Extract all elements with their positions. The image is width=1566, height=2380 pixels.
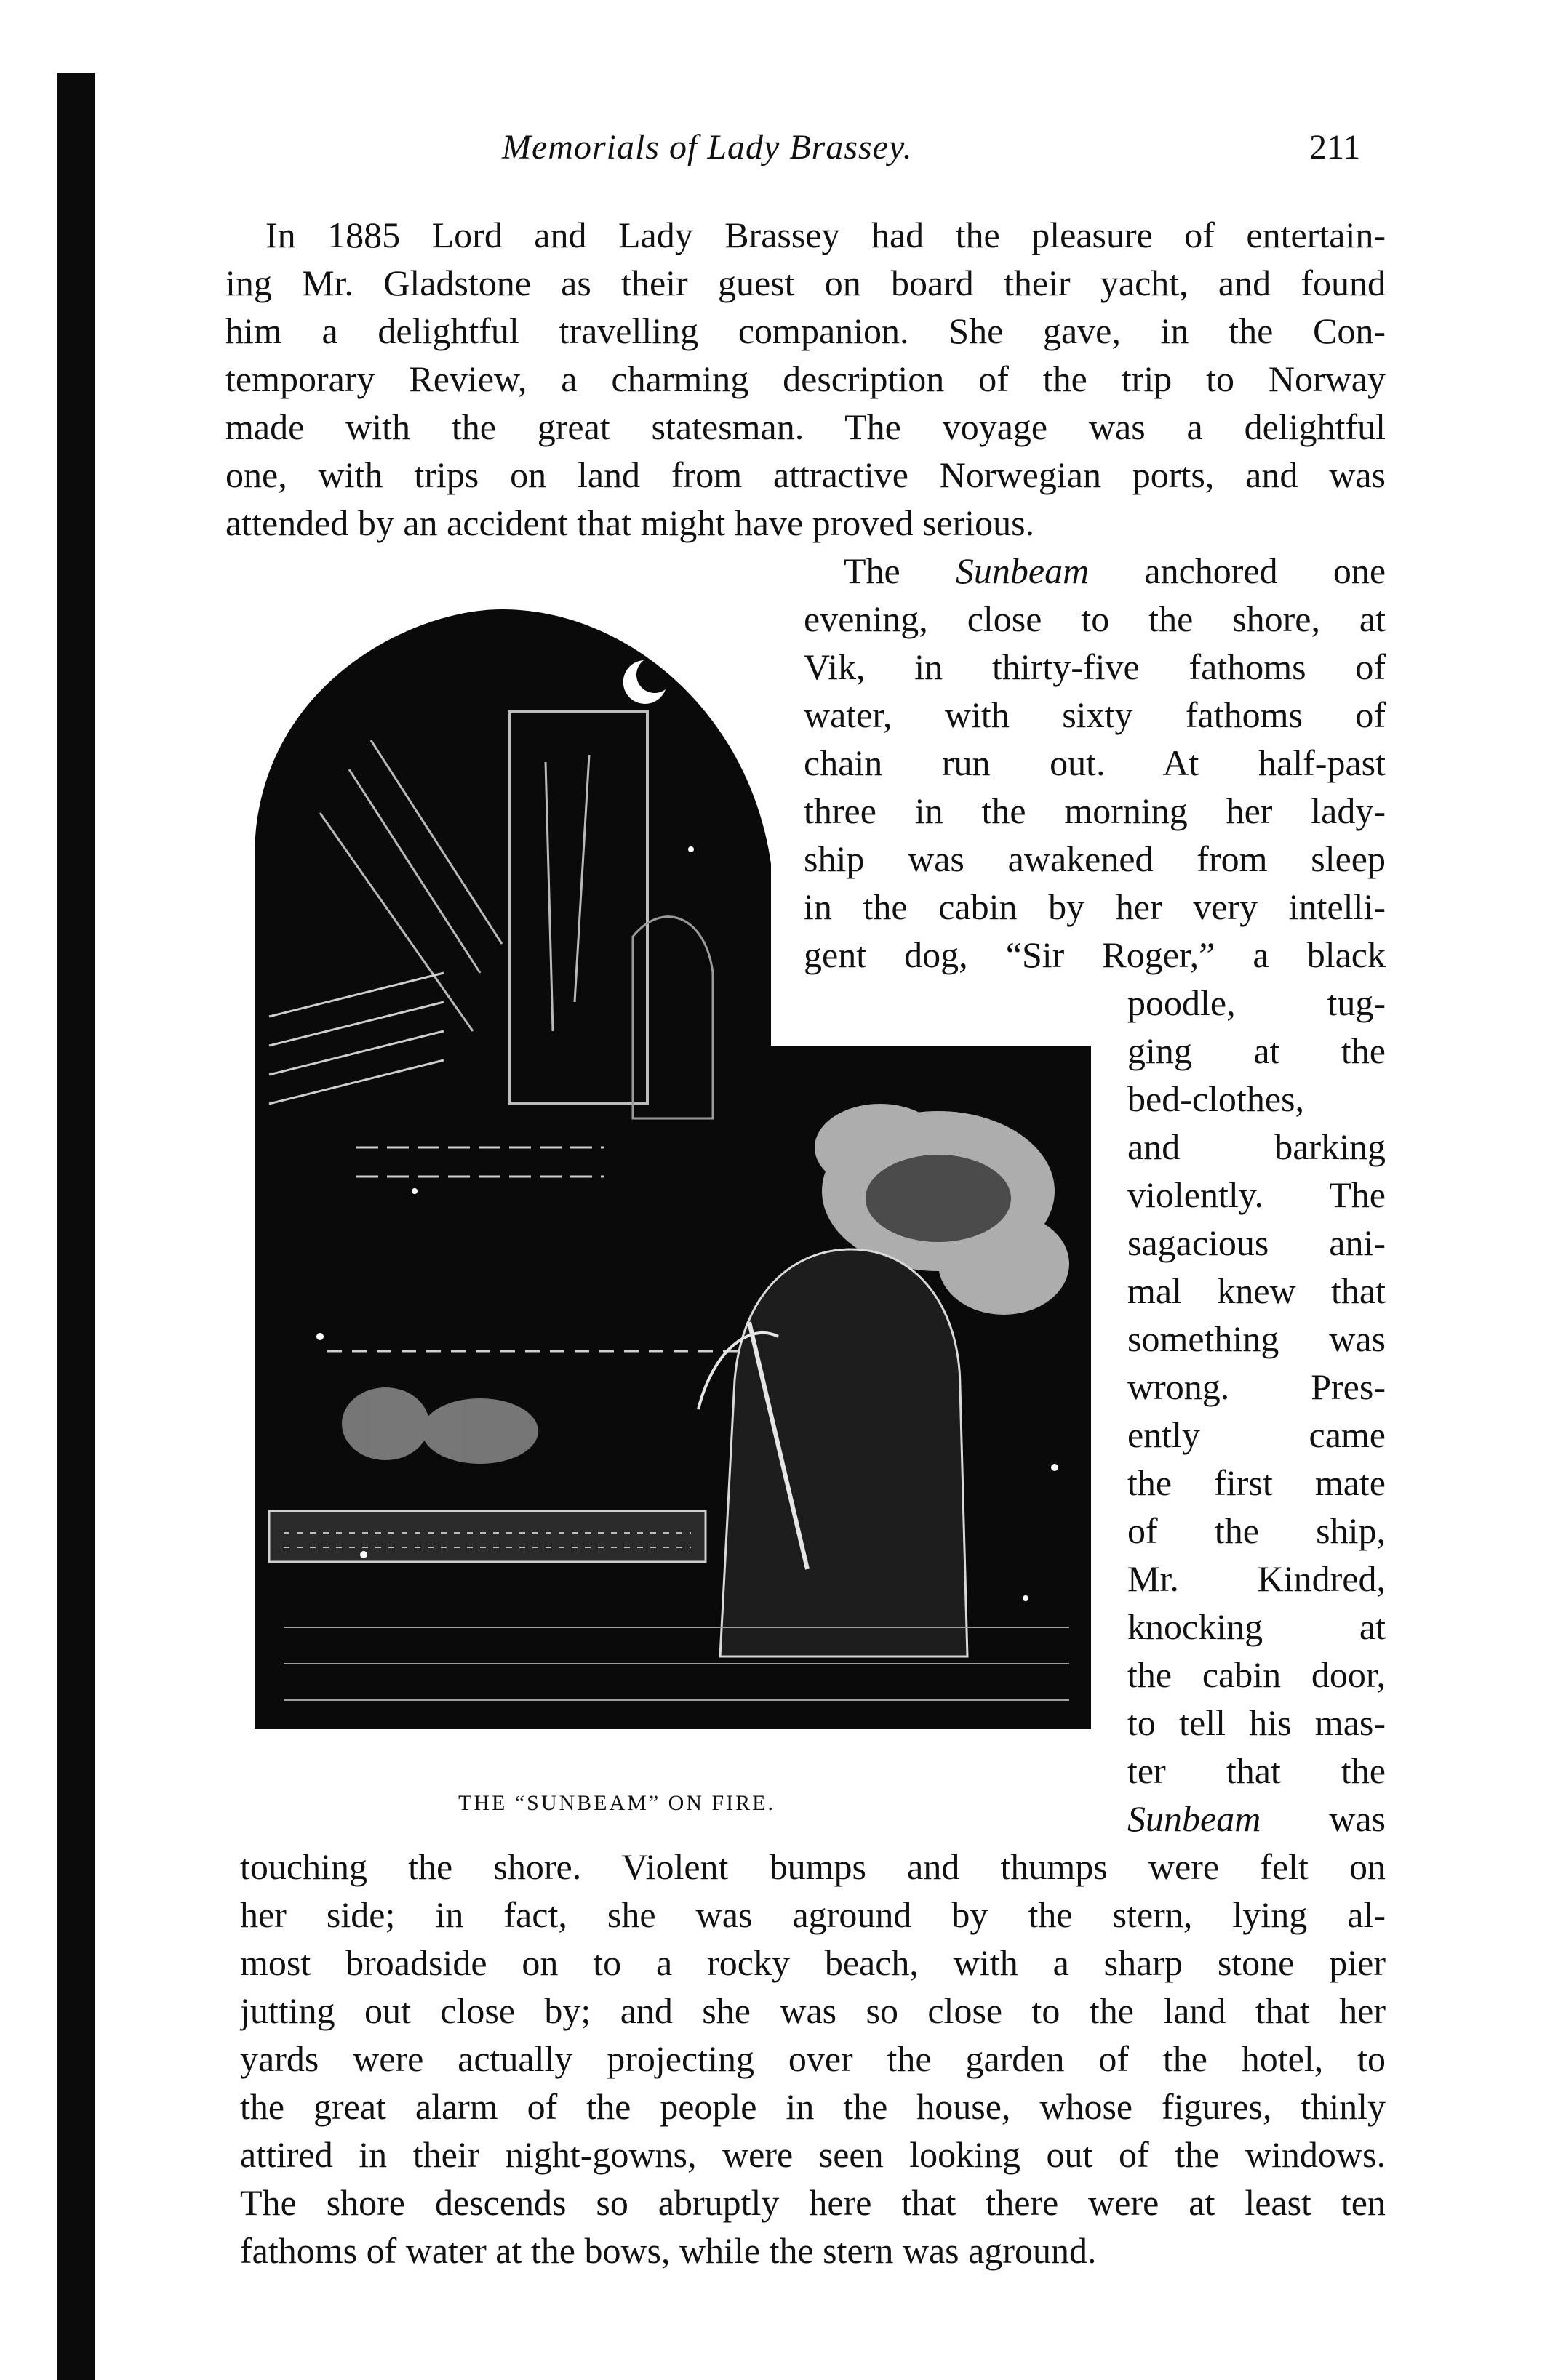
page-number: 211 [1309,128,1361,167]
text-line: three in the morning her lady- [804,790,1386,831]
text-line: to tell his mas- [1127,1702,1386,1743]
text-line: her side; in fact, she was aground by the stern, lying al- [240,1894,1386,1935]
text-line: evening, close to the shore, at [804,598,1386,639]
text-line: attired in their night-gowns, were seen looking out of the windows. [240,2134,1386,2175]
text-line: in the cabin by her very intelli- [804,886,1386,927]
text-line: In 1885 Lord and Lady Brassey had the pleasure of entertain- [265,215,1386,255]
text-line: temporary Review, a charming description of the trip to Norway [225,358,1386,399]
text-line: something was [1127,1318,1386,1359]
text-line: the cabin door, [1127,1654,1386,1695]
text-line: Mr. Kindred, [1127,1558,1386,1599]
text-line: chain run out. At half-past [804,742,1386,783]
text-line: ging at the [1127,1030,1386,1071]
text-line: Sunbeam was [1127,1798,1386,1839]
text-line: ship was awakened from sleep [804,838,1386,879]
text-line: gent dog, “Sir Roger,” a black [804,934,1386,975]
text-line: poodle, tug- [1127,982,1386,1023]
text-line: Vik, in thirty-five fathoms of [804,646,1386,687]
text-line: attended by an accident that might have proved serious. [225,502,1035,543]
text-line: knocking at [1127,1606,1386,1647]
text-line: the first mate [1127,1462,1386,1503]
text-line: The Sunbeam anchored one [844,550,1386,591]
text-line: touching the shore. Violent bumps and thumps were felt on [240,1846,1386,1887]
illustration-caption: THE “SUNBEAM” ON FIRE. [458,1791,775,1815]
text-line: ing Mr. Gladstone as their guest on board their yacht, and found [225,263,1386,303]
text-line: The shore descends so abruptly here that there were at least ten [240,2182,1386,2223]
running-title: Memorials of Lady Brassey. [502,128,913,167]
text-line: the great alarm of the people in the house, whose figures, thinly [240,2086,1386,2127]
text-line: one, with trips on land from attractive Norwegian ports, and was [225,454,1386,495]
text-line: mal knew that [1127,1270,1386,1311]
text-line: fathoms of water at the bows, while the stern was aground. [240,2230,1097,2271]
text-line: yards were actually projecting over the garden of the hotel, to [240,2038,1386,2079]
text-line: made with the great statesman. The voyage was a delightful [225,406,1386,447]
text-line: and barking [1127,1126,1386,1167]
text-line: him a delightful travelling companion. She gave, in the Con- [225,310,1386,351]
text-line: violently. The [1127,1174,1386,1215]
text-line: ter that the [1127,1750,1386,1791]
page-binding-edge [57,73,95,2380]
text-line: ently came [1127,1414,1386,1455]
page-header [0,122,1566,173]
text-line: most broadside on to a rocky beach, with a sharp stone pier [240,1942,1386,1983]
text-line: bed-clothes, [1127,1078,1304,1119]
text-line: sagacious ani- [1127,1222,1386,1263]
text-line: water, with sixty fathoms of [804,694,1386,735]
text-line: jutting out close by; and she was so close to the land that her [240,1990,1386,2031]
text-line: of the ship, [1127,1510,1386,1551]
text-line: wrong. Pres- [1127,1366,1386,1407]
